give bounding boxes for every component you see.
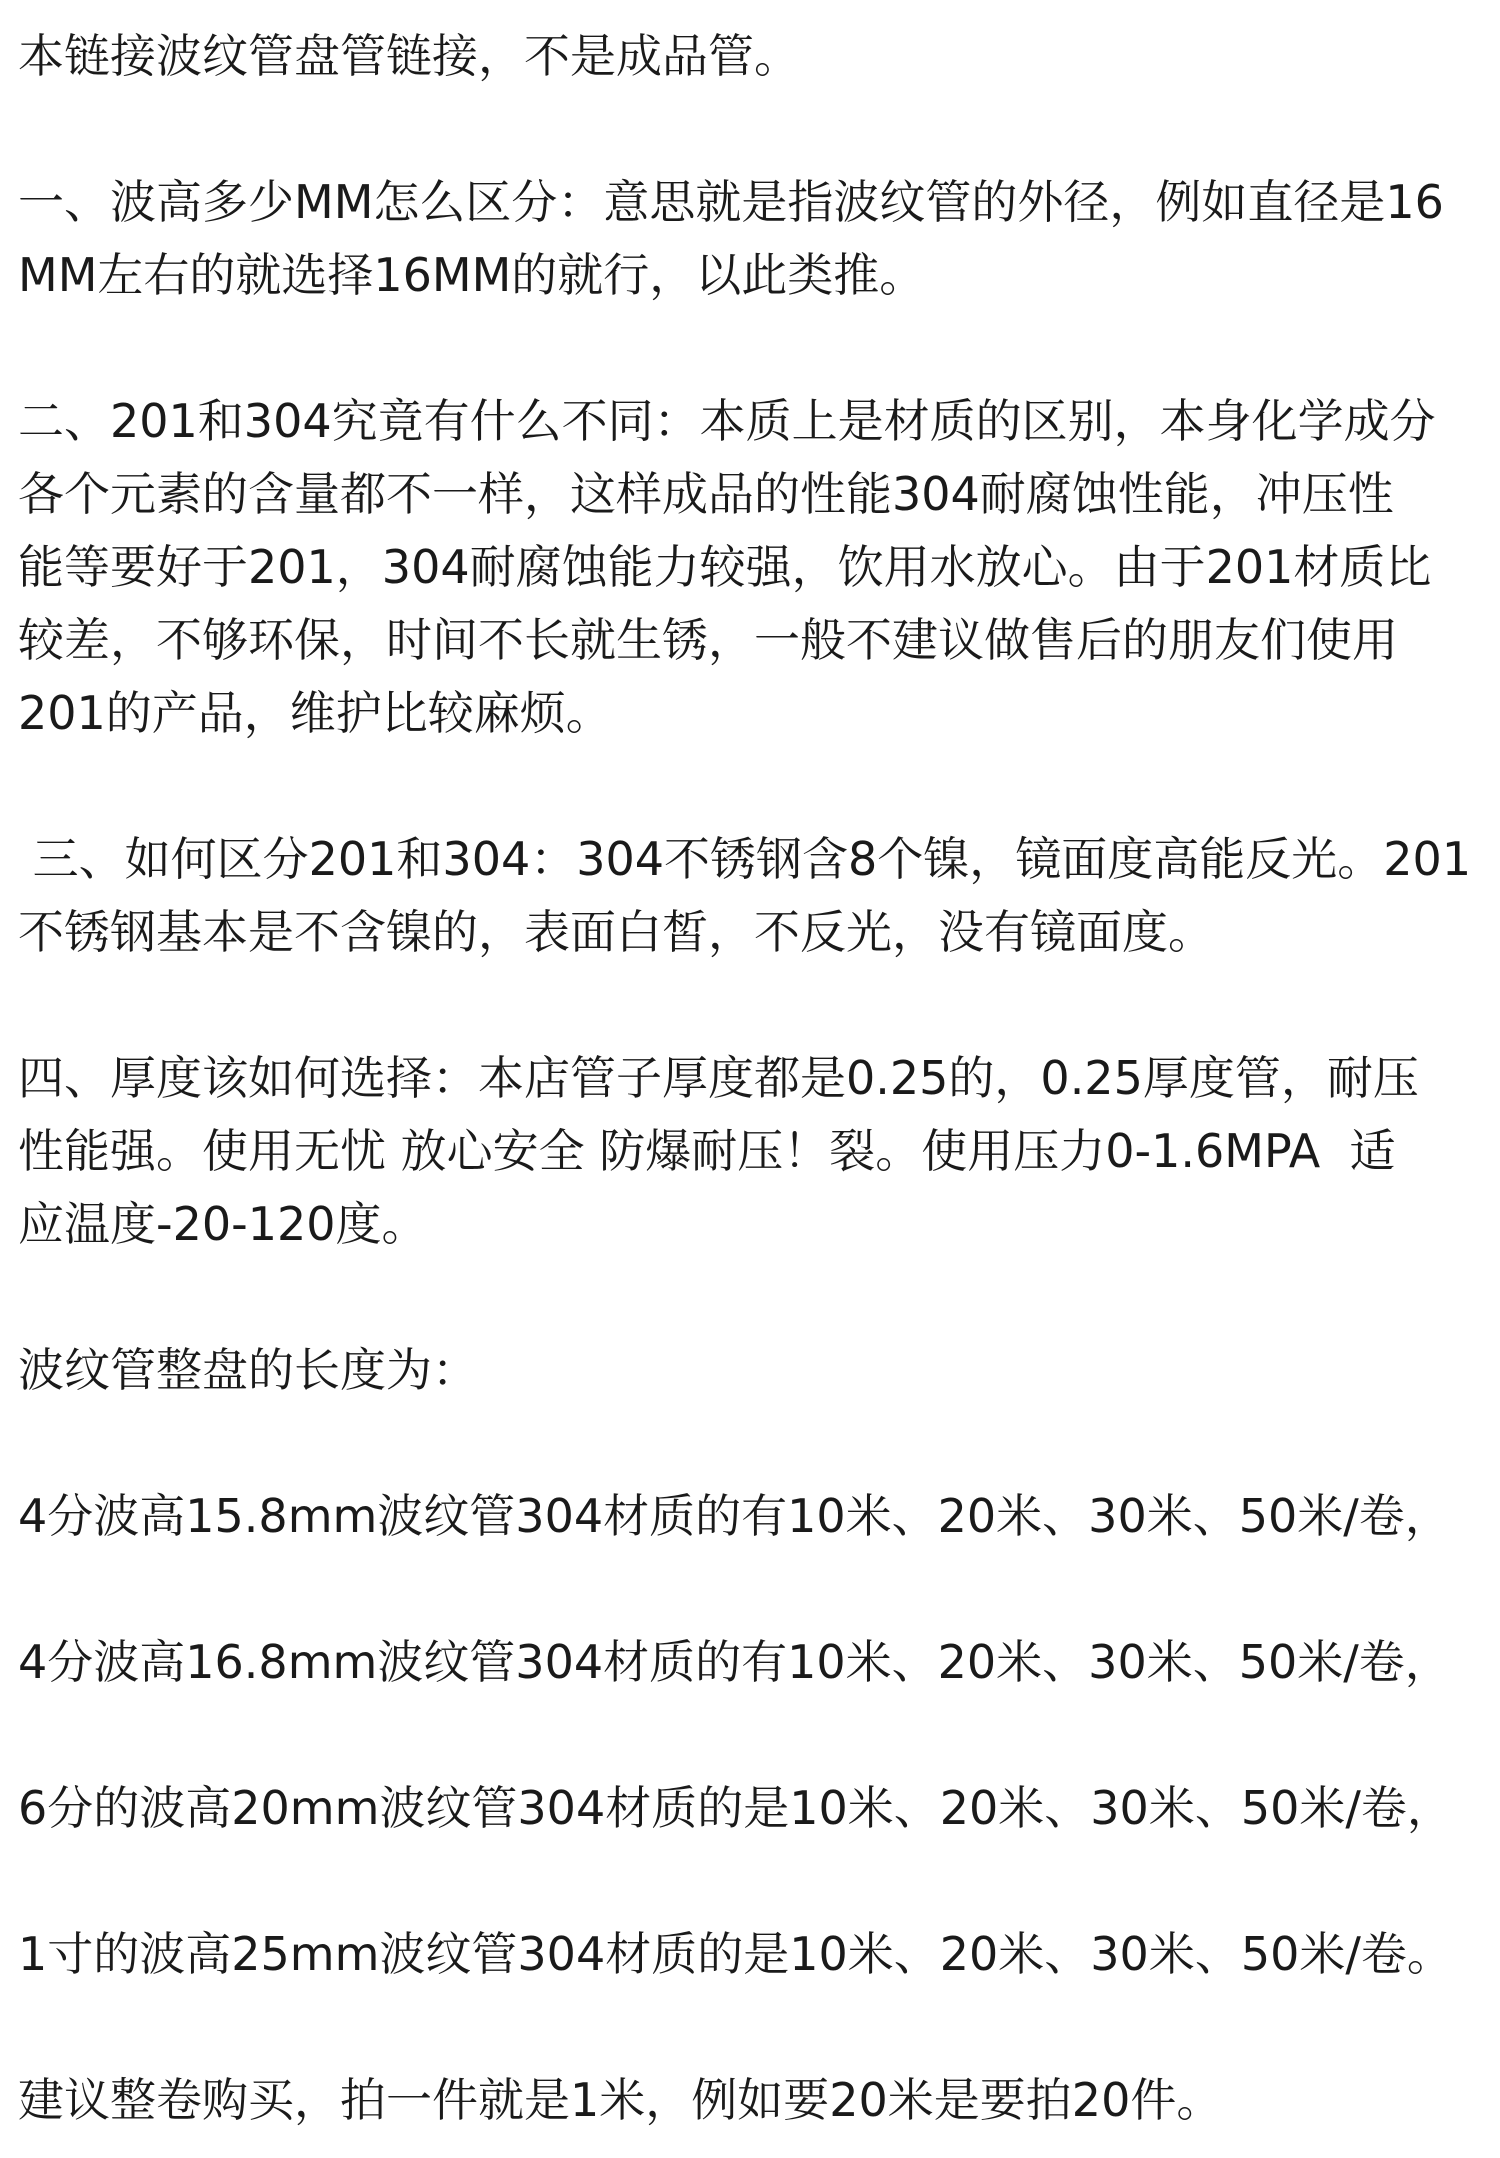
spacer <box>18 93 1488 166</box>
spacer <box>18 312 1488 385</box>
section2-line1: 二、201和304究竟有什么不同：本质上是材质的区别，本身化学成分 <box>18 394 1436 448</box>
section2-line5: 201的产品，维护比较麻烦。 <box>18 686 612 740</box>
section-how-to-distinguish <box>18 823 1488 969</box>
spacer <box>18 1553 1488 1626</box>
length-heading: 波纹管整盘的长度为： <box>18 1343 478 1397</box>
section4-line2: 性能强。使用无忧 放心安全 防爆耐压！裂。使用压力0-1.6MPA 适 <box>18 1124 1396 1178</box>
section2-line4: 较差，不够环保，时间不长就生锈，一般不建议做售后的朋友们使用 <box>18 613 1398 667</box>
section3-line2: 不锈钢基本是不含镍的，表面白皙，不反光，没有镜面度。 <box>18 905 1214 959</box>
spec-line: 4分波高16.8mm波纹管304材质的有10米、20米、30米、50米/卷， <box>18 1635 1451 1689</box>
section3-line1: 三、如何区分201和304：304不锈钢含8个镍，镜面度高能反光。201 <box>18 832 1472 886</box>
section-thickness <box>18 1042 1488 1261</box>
section1-line1: 一、波高多少MM怎么区分：意思就是指波纹管的外径，例如直径是16 <box>18 175 1444 229</box>
spacer <box>18 1407 1488 1480</box>
spacer <box>18 1699 1488 1772</box>
spacer <box>18 969 1488 1042</box>
product-description <box>18 20 1488 2137</box>
spacer <box>18 1845 1488 1918</box>
spacer <box>18 750 1488 823</box>
section2-line2: 各个元素的含量都不一样，这样成品的性能304耐腐蚀性能，冲压性 <box>18 467 1394 521</box>
section2-line3: 能等要好于201，304耐腐蚀能力较强，饮用水放心。由于201材质比 <box>18 540 1432 594</box>
intro-text: 本链接波纹管盘管链接，不是成品管。 <box>18 29 800 83</box>
spec-line: 4分波高15.8mm波纹管304材质的有10米、20米、30米、50米/卷， <box>18 1489 1451 1543</box>
section4-line3: 应温度-20-120度。 <box>18 1197 428 1251</box>
spec-line: 1寸的波高25mm波纹管304材质的是10米、20米、30米、50米/卷。 <box>18 1927 1453 1981</box>
section-201-vs-304 <box>18 385 1488 750</box>
section1-line2: MM左右的就选择16MM的就行，以此类推。 <box>18 248 926 302</box>
spacer <box>18 1261 1488 1334</box>
section4-line1: 四、厚度该如何选择：本店管子厚度都是0.25的，0.25厚度管，耐压 <box>18 1051 1419 1105</box>
spacer <box>18 1991 1488 2064</box>
closing-text: 建议整卷购买，拍一件就是1米，例如要20米是要拍20件。 <box>18 2073 1223 2127</box>
section-wave-height <box>18 166 1488 312</box>
spec-line: 6分的波高20mm波纹管304材质的是10米、20米、30米、50米/卷， <box>18 1781 1453 1835</box>
